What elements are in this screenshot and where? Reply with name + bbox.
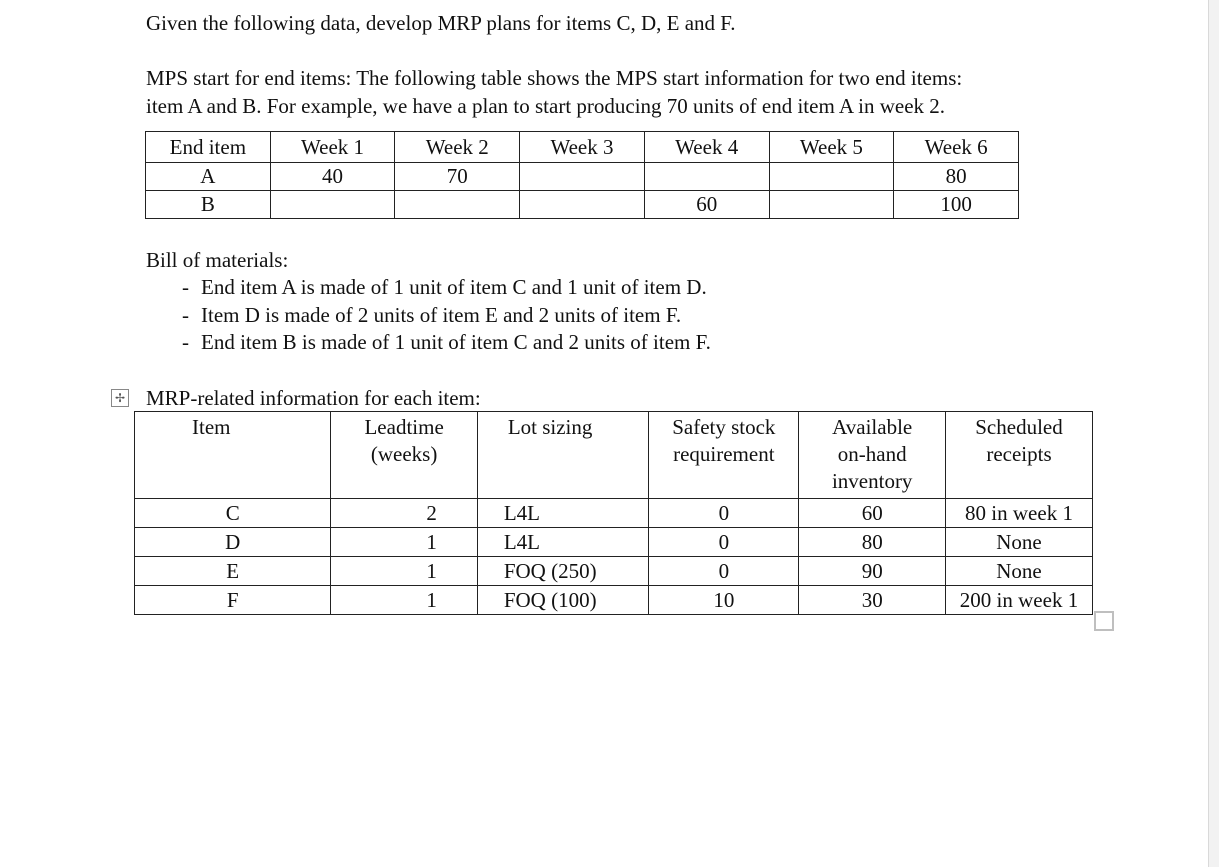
header-text: Safety stock	[672, 415, 776, 439]
mps-header-cell: Week 1	[270, 132, 395, 163]
mps-header-cell: Week 5	[769, 132, 894, 163]
header-text: Leadtime	[364, 415, 444, 439]
table-cell: 80	[894, 163, 1019, 191]
table-cell: FOQ (100)	[477, 586, 648, 615]
table-cell: None	[946, 557, 1093, 586]
table-cell: 90	[799, 557, 946, 586]
bom-item-text: End item A is made of 1 unit of item C and 1 unit of item D.	[201, 275, 707, 299]
table-cell	[520, 191, 645, 219]
table-cell: 60	[644, 191, 769, 219]
table-cell: B	[146, 191, 271, 219]
table-cell: L4L	[477, 499, 648, 528]
table-cell: 1	[331, 586, 477, 615]
table-row	[146, 163, 1019, 191]
mrp-title: MRP-related information for each item:	[146, 386, 481, 410]
mps-header-cell: Week 3	[520, 132, 645, 163]
mps-description-line-1: MPS start for end items: The following table shows the MPS start information for two end items:	[146, 66, 963, 90]
table-cell: 100	[894, 191, 1019, 219]
table-cell: A	[146, 163, 271, 191]
mps-table	[145, 131, 1019, 219]
table-cell: 70	[395, 163, 520, 191]
mrp-header-leadtime	[331, 412, 477, 499]
table-cell	[520, 163, 645, 191]
header-text: on-hand	[837, 442, 907, 466]
bom-list-item	[182, 328, 711, 356]
table-resize-handle[interactable]	[1094, 611, 1114, 631]
table-cell: E	[135, 557, 331, 586]
list-dash: -	[182, 303, 189, 327]
bom-title: Bill of materials:	[146, 248, 289, 272]
table-cell: 200 in week 1	[946, 586, 1093, 615]
header-text: Scheduled	[975, 415, 1063, 439]
table-cell: 80 in week 1	[946, 499, 1093, 528]
header-text: Item	[192, 415, 231, 439]
table-cell: 40	[270, 163, 395, 191]
table-row	[146, 191, 1019, 219]
bom-item-text: Item D is made of 2 units of item E and 2 units of item F.	[201, 303, 682, 327]
table-cell: 1	[331, 557, 477, 586]
header-text: inventory	[831, 469, 913, 493]
table-cell	[769, 191, 894, 219]
move-table-icon[interactable]: ✢	[111, 389, 129, 407]
mps-header-cell: Week 4	[644, 132, 769, 163]
intro-text: Given the following data, develop MRP plans for items C, D, E and F.	[146, 11, 736, 35]
table-cell: 60	[799, 499, 946, 528]
mps-header-row	[146, 132, 1019, 163]
table-cell: C	[135, 499, 331, 528]
list-dash: -	[182, 275, 189, 299]
table-cell: None	[946, 528, 1093, 557]
table-row	[135, 557, 1093, 586]
table-cell: 30	[799, 586, 946, 615]
table-cell: F	[135, 586, 331, 615]
mrp-header-row	[135, 412, 1093, 499]
mrp-table	[134, 411, 1093, 615]
mps-header-cell: End item	[146, 132, 271, 163]
table-row	[135, 499, 1093, 528]
table-cell: 0	[649, 528, 799, 557]
page-edge	[1208, 0, 1219, 867]
table-cell: 2	[331, 499, 477, 528]
table-cell	[644, 163, 769, 191]
mrp-header-safety-stock	[649, 412, 799, 499]
list-dash: -	[182, 330, 189, 354]
table-cell: L4L	[477, 528, 648, 557]
table-cell: 0	[649, 557, 799, 586]
table-cell	[395, 191, 520, 219]
table-cell: 1	[331, 528, 477, 557]
table-cell: 80	[799, 528, 946, 557]
mrp-header-available	[799, 412, 946, 499]
table-cell	[270, 191, 395, 219]
mrp-header-scheduled-receipts	[946, 412, 1093, 499]
table-row	[135, 586, 1093, 615]
table-cell: FOQ (250)	[477, 557, 648, 586]
bom-list-item	[182, 273, 707, 301]
mps-description-line-2: item A and B. For example, we have a plan to start producing 70 units of end item A in week 2.	[146, 94, 946, 118]
header-text: Available	[832, 415, 913, 439]
mps-header-cell: Week 2	[395, 132, 520, 163]
table-cell	[769, 163, 894, 191]
mps-header-cell: Week 6	[894, 132, 1019, 163]
bom-item-text: End item B is made of 1 unit of item C and 2 units of item F.	[201, 330, 711, 354]
header-text: (weeks)	[370, 442, 438, 466]
table-row	[135, 528, 1093, 557]
table-cell: 10	[649, 586, 799, 615]
header-text: receipts	[986, 442, 1052, 466]
table-cell: 0	[649, 499, 799, 528]
bom-list-item	[182, 301, 681, 329]
header-text: Lot sizing	[507, 415, 593, 439]
table-cell: D	[135, 528, 331, 557]
mrp-header-item	[135, 412, 331, 499]
header-text: requirement	[673, 442, 775, 466]
mrp-header-lot-sizing	[477, 412, 648, 499]
